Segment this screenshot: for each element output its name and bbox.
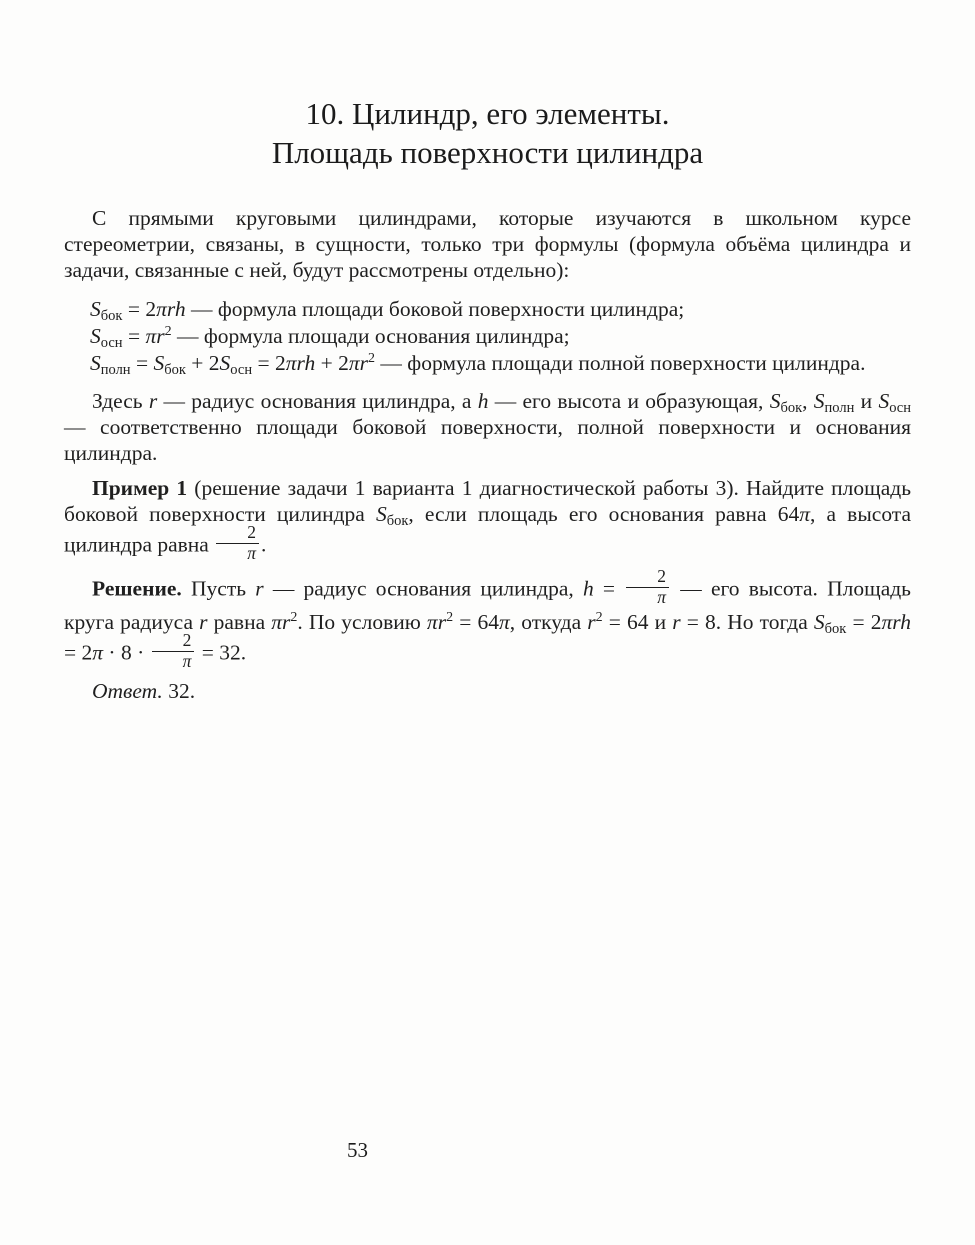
fraction: $\frac{2}{\pi}$ — [152, 632, 195, 671]
formula-base-area: Sосн = $\pi r^2$ — формула площади основания цилиндра; — [90, 324, 570, 351]
fraction: $\frac{2}{\pi}$ — [216, 524, 259, 563]
page-number: 53 — [347, 1138, 368, 1162]
section-title — [64, 94, 911, 172]
section-title-line1: 10. Цилиндр, его элементы. — [305, 96, 670, 131]
solution-paragraph: Решение. Пусть r — радиус основания цилиндра, h = $\frac{2}{\pi}$ — его высота. Площадь круга радиуса r равна $\pi r^2$. По условию $\pi r^2 = 64\pi$, откуда $r^2 = 64$ и r = 8. Но тогда Sбок = 2πrh = 2π · 8 · $\frac{2}{\pi}$ = 32. — [64, 565, 911, 672]
formula-lateral-surface: Sбок = 2πrh — формула площади боковой поверхности цилиндра; — [90, 297, 685, 324]
example-paragraph: Пример 1 (решение задачи 1 варианта 1 диагностической работы 3). Найдите площадь боковой поверхности цилиндра Sбок, если площадь его основания равна 64π, а высота цилиндра равна $\frac{2}{\pi}$ . — [64, 476, 911, 563]
formula-list — [64, 296, 911, 377]
section-title-line2: Площадь поверхности цилиндра — [271, 135, 704, 170]
fraction: $\frac{2}{\pi}$ — [626, 568, 669, 607]
formula-total-surface: Sполн = Sбок + 2Sосн = $2\pi rh + 2\pi r^2$ — формула площади полной поверхности цилиндра. — [90, 351, 866, 378]
intro-paragraph: С прямыми круговыми цилиндрами, которые изучаются в школьном курсе стереометрии, связаны, в сущности, только три формулы (формула объёма цилиндра и задачи, связанные с ней, будут рассмотрены отдельно): — [64, 206, 911, 282]
variables-paragraph: Здесь r — радиус основания цилиндра, а h — его высота и образующая, Sбок, Sполн и Sосн — соответственно площади боковой поверхности, полной поверхности и основания цилиндра. — [64, 389, 911, 465]
answer-line: Ответ. 32. — [92, 679, 196, 704]
